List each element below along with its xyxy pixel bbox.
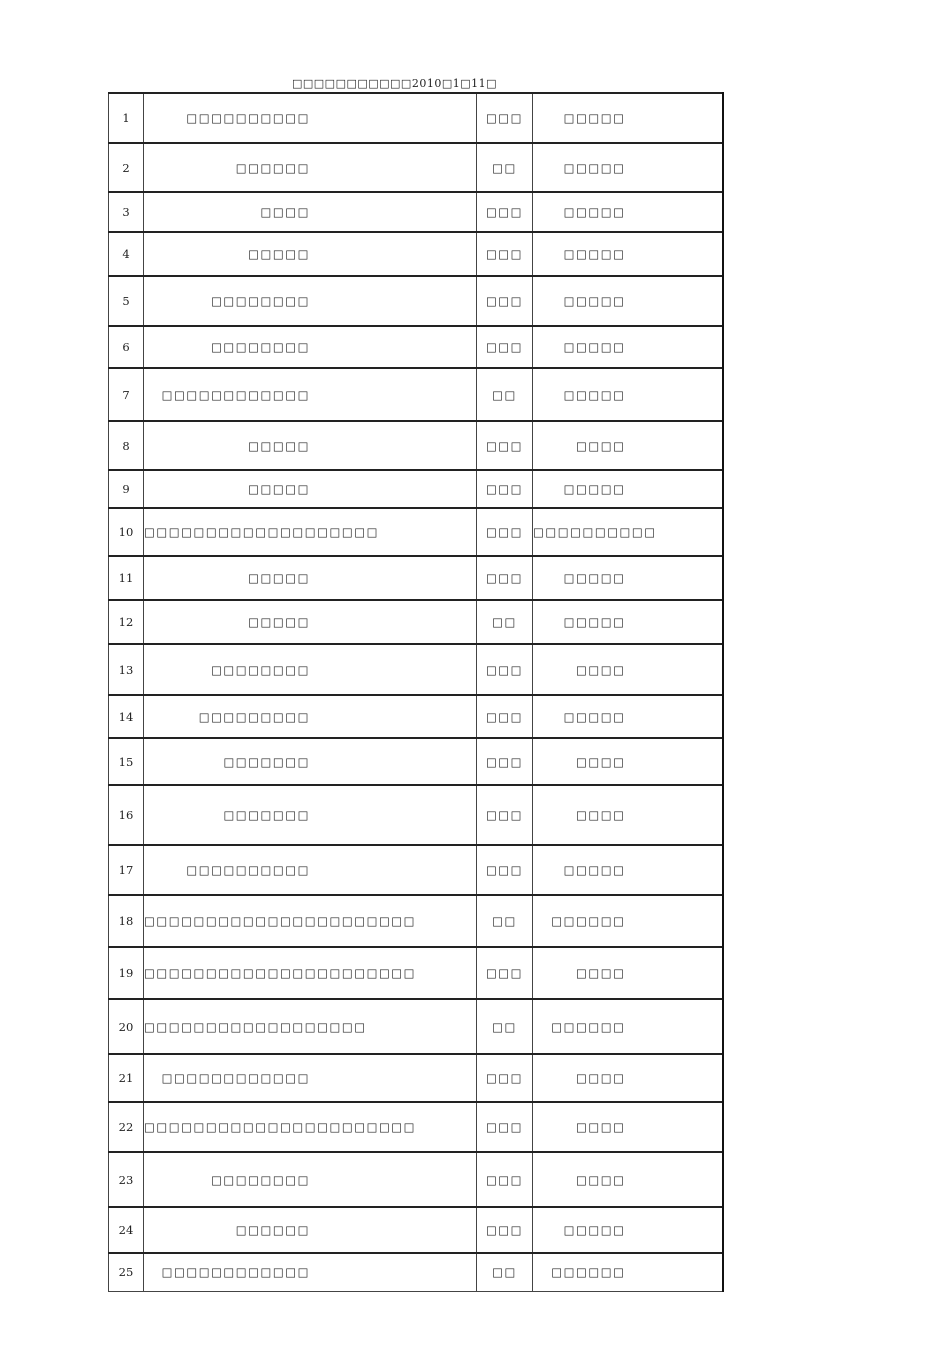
table-row [109, 1102, 723, 1152]
row-name: □□□□□□□ [144, 738, 477, 785]
data-table [108, 92, 724, 1292]
row-category: □□□ [477, 508, 533, 556]
row-name: □□□□□□ [144, 1207, 477, 1253]
row-note: □□□□□ [533, 600, 723, 644]
row-name: □□□□□□□□ [144, 276, 477, 326]
row-name: □□□□□ [144, 556, 477, 600]
row-category: □□□ [477, 738, 533, 785]
row-category: □□□ [477, 644, 533, 695]
row-number: 15 [109, 738, 144, 785]
row-name: □□□□□□□□□□ [144, 845, 477, 895]
row-name: □□□□□□□□□□□□□□□□□□□□□□ [144, 895, 477, 947]
row-number: 21 [109, 1054, 144, 1102]
row-category: □□□ [477, 695, 533, 738]
row-note: □□□□□ [533, 470, 723, 508]
row-number: 19 [109, 947, 144, 999]
row-note: □□□□□ [533, 845, 723, 895]
row-name: □□□□□□□□ [144, 1152, 477, 1207]
table-row [109, 845, 723, 895]
table-row [109, 1152, 723, 1207]
row-number: 25 [109, 1253, 144, 1291]
row-number: 3 [109, 192, 144, 232]
row-note: □□□□□ [533, 368, 723, 421]
table-row [109, 508, 723, 556]
row-category: □□ [477, 895, 533, 947]
table-row [109, 1207, 723, 1253]
row-name: □□□□□□□□ [144, 644, 477, 695]
row-name: □□□□□□□□□□ [144, 93, 477, 143]
row-note: □□□□□ [533, 143, 723, 192]
table-row [109, 93, 723, 143]
row-note: □□□□ [533, 1054, 723, 1102]
table-row [109, 695, 723, 738]
row-category: □□□ [477, 1054, 533, 1102]
row-note: □□□□□ [533, 326, 723, 368]
row-category: □□□ [477, 470, 533, 508]
row-category: □□□ [477, 93, 533, 143]
row-note: □□□□ [533, 1152, 723, 1207]
table-row [109, 232, 723, 276]
row-number: 12 [109, 600, 144, 644]
row-category: □□□ [477, 556, 533, 600]
row-category: □□□ [477, 326, 533, 368]
row-number: 2 [109, 143, 144, 192]
row-note: □□□□□ [533, 556, 723, 600]
table-row [109, 644, 723, 695]
row-name: □□□□□□ [144, 143, 477, 192]
row-name: □□□□□□□□□□□□ [144, 1253, 477, 1291]
table-row [109, 1253, 723, 1291]
row-note: □□□□ [533, 947, 723, 999]
row-number: 8 [109, 421, 144, 470]
row-name: □□□□ [144, 192, 477, 232]
row-name: □□□□□ [144, 600, 477, 644]
row-category: □□□ [477, 1207, 533, 1253]
table-row [109, 999, 723, 1054]
row-name: □□□□□ [144, 470, 477, 508]
row-category: □□□ [477, 1102, 533, 1152]
row-number: 14 [109, 695, 144, 738]
row-number: 7 [109, 368, 144, 421]
row-number: 9 [109, 470, 144, 508]
row-note: □□□□□ [533, 93, 723, 143]
row-number: 17 [109, 845, 144, 895]
table-row [109, 470, 723, 508]
row-note: □□□□□□□□□□ [533, 508, 723, 556]
row-name: □□□□□ [144, 232, 477, 276]
row-number: 20 [109, 999, 144, 1054]
row-name: □□□□□□□□□□□□□□□□□□ [144, 999, 477, 1054]
row-category: □□□ [477, 276, 533, 326]
row-category: □□ [477, 600, 533, 644]
row-note: □□□□ [533, 738, 723, 785]
row-category: □□ [477, 368, 533, 421]
row-name: □□□□□□□□□□□□□□□□□□□ [144, 508, 477, 556]
table-row [109, 276, 723, 326]
row-note: □□□□□ [533, 1207, 723, 1253]
row-number: 1 [109, 93, 144, 143]
row-category: □□□ [477, 1152, 533, 1207]
row-category: □□□ [477, 785, 533, 845]
row-note: □□□□ [533, 644, 723, 695]
row-number: 23 [109, 1152, 144, 1207]
row-name: □□□□□□□□□□□□ [144, 368, 477, 421]
row-name: □□□□□□□□ [144, 326, 477, 368]
row-number: 16 [109, 785, 144, 845]
row-note: □□□□ [533, 1102, 723, 1152]
row-category: □□□ [477, 947, 533, 999]
row-category: □□ [477, 1253, 533, 1291]
table-row [109, 143, 723, 192]
row-name: □□□□□□□□□□□□□□□□□□□□□□ [144, 947, 477, 999]
row-number: 13 [109, 644, 144, 695]
table-row [109, 600, 723, 644]
row-category: □□□ [477, 421, 533, 470]
row-note: □□□□□ [533, 232, 723, 276]
row-name: □□□□□□□□□ [144, 695, 477, 738]
row-number: 10 [109, 508, 144, 556]
row-note: □□□□ [533, 421, 723, 470]
row-number: 6 [109, 326, 144, 368]
row-category: □□ [477, 999, 533, 1054]
row-category: □□□ [477, 232, 533, 276]
row-name: □□□□□□□□□□□□□□□□□□□□□□ [144, 1102, 477, 1152]
table-row [109, 192, 723, 232]
row-name: □□□□□□□ [144, 785, 477, 845]
row-name: □□□□□ [144, 421, 477, 470]
row-number: 24 [109, 1207, 144, 1253]
row-number: 5 [109, 276, 144, 326]
row-name: □□□□□□□□□□□□ [144, 1054, 477, 1102]
row-note: □□□□□□ [533, 999, 723, 1054]
row-note: □□□□□ [533, 276, 723, 326]
table-row [109, 785, 723, 845]
row-number: 4 [109, 232, 144, 276]
table-row [109, 368, 723, 421]
page-title: □□□□□□□□□□□2010□1□11□ [292, 77, 497, 90]
row-note: □□□□□□ [533, 895, 723, 947]
row-note: □□□□□ [533, 695, 723, 738]
table-row [109, 421, 723, 470]
row-number: 22 [109, 1102, 144, 1152]
table-row [109, 738, 723, 785]
table-row [109, 947, 723, 999]
row-note: □□□□□□ [533, 1253, 723, 1291]
row-category: □□□ [477, 845, 533, 895]
row-note: □□□□□ [533, 192, 723, 232]
table-row [109, 326, 723, 368]
table-row [109, 1054, 723, 1102]
row-category: □□ [477, 143, 533, 192]
row-number: 11 [109, 556, 144, 600]
table-row [109, 895, 723, 947]
row-number: 18 [109, 895, 144, 947]
table-row [109, 556, 723, 600]
row-category: □□□ [477, 192, 533, 232]
row-note: □□□□ [533, 785, 723, 845]
